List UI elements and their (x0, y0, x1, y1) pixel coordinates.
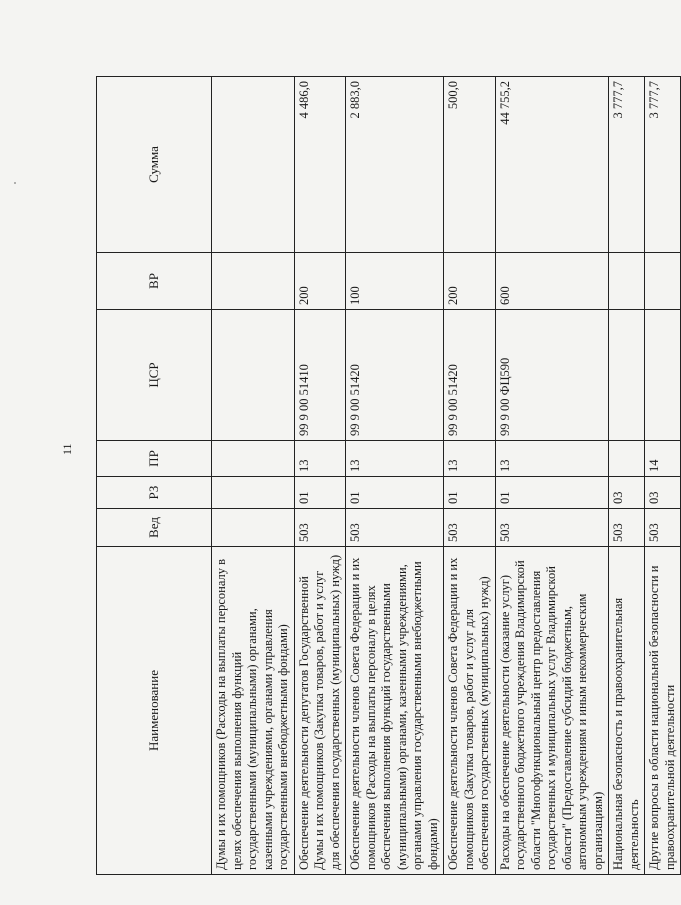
cell-vr: 200 (294, 253, 346, 310)
cell-name: Другие вопросы в области национальной безопасности и правоохранительной деятельности (645, 547, 681, 875)
table-header-row (97, 77, 212, 875)
header-pr: ПР (97, 441, 212, 477)
cell-rz: 01 (444, 477, 496, 509)
cell-csr (212, 310, 295, 441)
table-row (444, 77, 496, 875)
header-name: Наименование (97, 547, 212, 875)
cell-pr: 13 (444, 441, 496, 477)
cell-pr: 13 (294, 441, 346, 477)
header-csr: ЦСР (97, 310, 212, 441)
cell-pr: 14 (645, 441, 681, 477)
cell-ved: 503 (346, 509, 444, 547)
cell-sum: 2 883,0 (346, 77, 444, 253)
cell-ved: 503 (444, 509, 496, 547)
cell-rz: 01 (346, 477, 444, 509)
table-row (212, 77, 295, 875)
cell-name: Расходы на обеспечение деятельности (оказание услуг) государственного бюджетного учреждения Владимирской области "Многофункциональный центр предоставления государственных и муниципальных услуг Владимирской области" (Предоставление субсидий бюджетным, автономным учреждениям и иным некоммерческим организациям) (495, 547, 609, 875)
cell-name: Обеспечение деятельности членов Совета Федерации и их помощников (Закупка товаров, работ и услуг для обеспечения государственных (муниципальных) нужд) (444, 547, 496, 875)
table-row (645, 77, 681, 875)
table-row (495, 77, 609, 875)
cell-name: Обеспечение деятельности членов Совета Федерации и их помощников (Расходы на выплаты персоналу в целях обеспечения выполнения функций государственными (муниципальными) органами, казенными учреждениями, органами управления государственными внебюджетными фондами) (346, 547, 444, 875)
cell-csr (645, 310, 681, 441)
cell-ved: 503 (645, 509, 681, 547)
table-row (294, 77, 346, 875)
cell-rz: 01 (294, 477, 346, 509)
cell-sum: 500,0 (444, 77, 496, 253)
header-rz: РЗ (97, 477, 212, 509)
cell-vr: 200 (444, 253, 496, 310)
cell-sum: 44 755,2 (495, 77, 609, 253)
cell-ved (212, 509, 295, 547)
cell-sum: 3 777,7 (609, 77, 645, 253)
cell-pr: 13 (346, 441, 444, 477)
cell-csr: 99 9 00 ФЦ590 (495, 310, 609, 441)
cell-vr (645, 253, 681, 310)
scan-speck (14, 182, 16, 184)
cell-sum: 3 777,7 (645, 77, 681, 253)
cell-name: Обеспечение деятельности депутатов Государственной Думы и их помощников (Закупка товаров, работ и услуг для обеспечения государственных (муниципальных) нужд) (294, 547, 346, 875)
cell-ved: 503 (294, 509, 346, 547)
header-ved: Вед (97, 509, 212, 547)
header-sum: Сумма (97, 77, 212, 253)
page-number: 11 (60, 443, 74, 455)
cell-vr (609, 253, 645, 310)
cell-sum (212, 77, 295, 253)
cell-csr: 99 9 00 51410 (294, 310, 346, 441)
cell-pr (212, 441, 295, 477)
cell-csr: 99 9 00 51420 (444, 310, 496, 441)
cell-name: Думы и их помощников (Расходы на выплаты персоналу в целях обеспечения выполнения функций государственными (муниципальными) органами, казенными учреждениями, органами управления государственными внебюджетными фондами) (212, 547, 295, 875)
cell-rz: 01 (495, 477, 609, 509)
cell-ved: 503 (609, 509, 645, 547)
budget-table (96, 76, 681, 875)
cell-name: Национальная безопасность и правоохранительная деятельность (609, 547, 645, 875)
table-row (609, 77, 645, 875)
cell-rz (212, 477, 295, 509)
header-vr: ВР (97, 253, 212, 310)
cell-rz: 03 (609, 477, 645, 509)
rotated-table-container (96, 77, 677, 875)
cell-vr (212, 253, 295, 310)
cell-pr (609, 441, 645, 477)
cell-pr: 13 (495, 441, 609, 477)
cell-ved: 503 (495, 509, 609, 547)
cell-rz: 03 (645, 477, 681, 509)
cell-vr: 100 (346, 253, 444, 310)
table-row (346, 77, 444, 875)
cell-sum: 4 486,0 (294, 77, 346, 253)
cell-csr (609, 310, 645, 441)
cell-vr: 600 (495, 253, 609, 310)
cell-csr: 99 9 00 51420 (346, 310, 444, 441)
